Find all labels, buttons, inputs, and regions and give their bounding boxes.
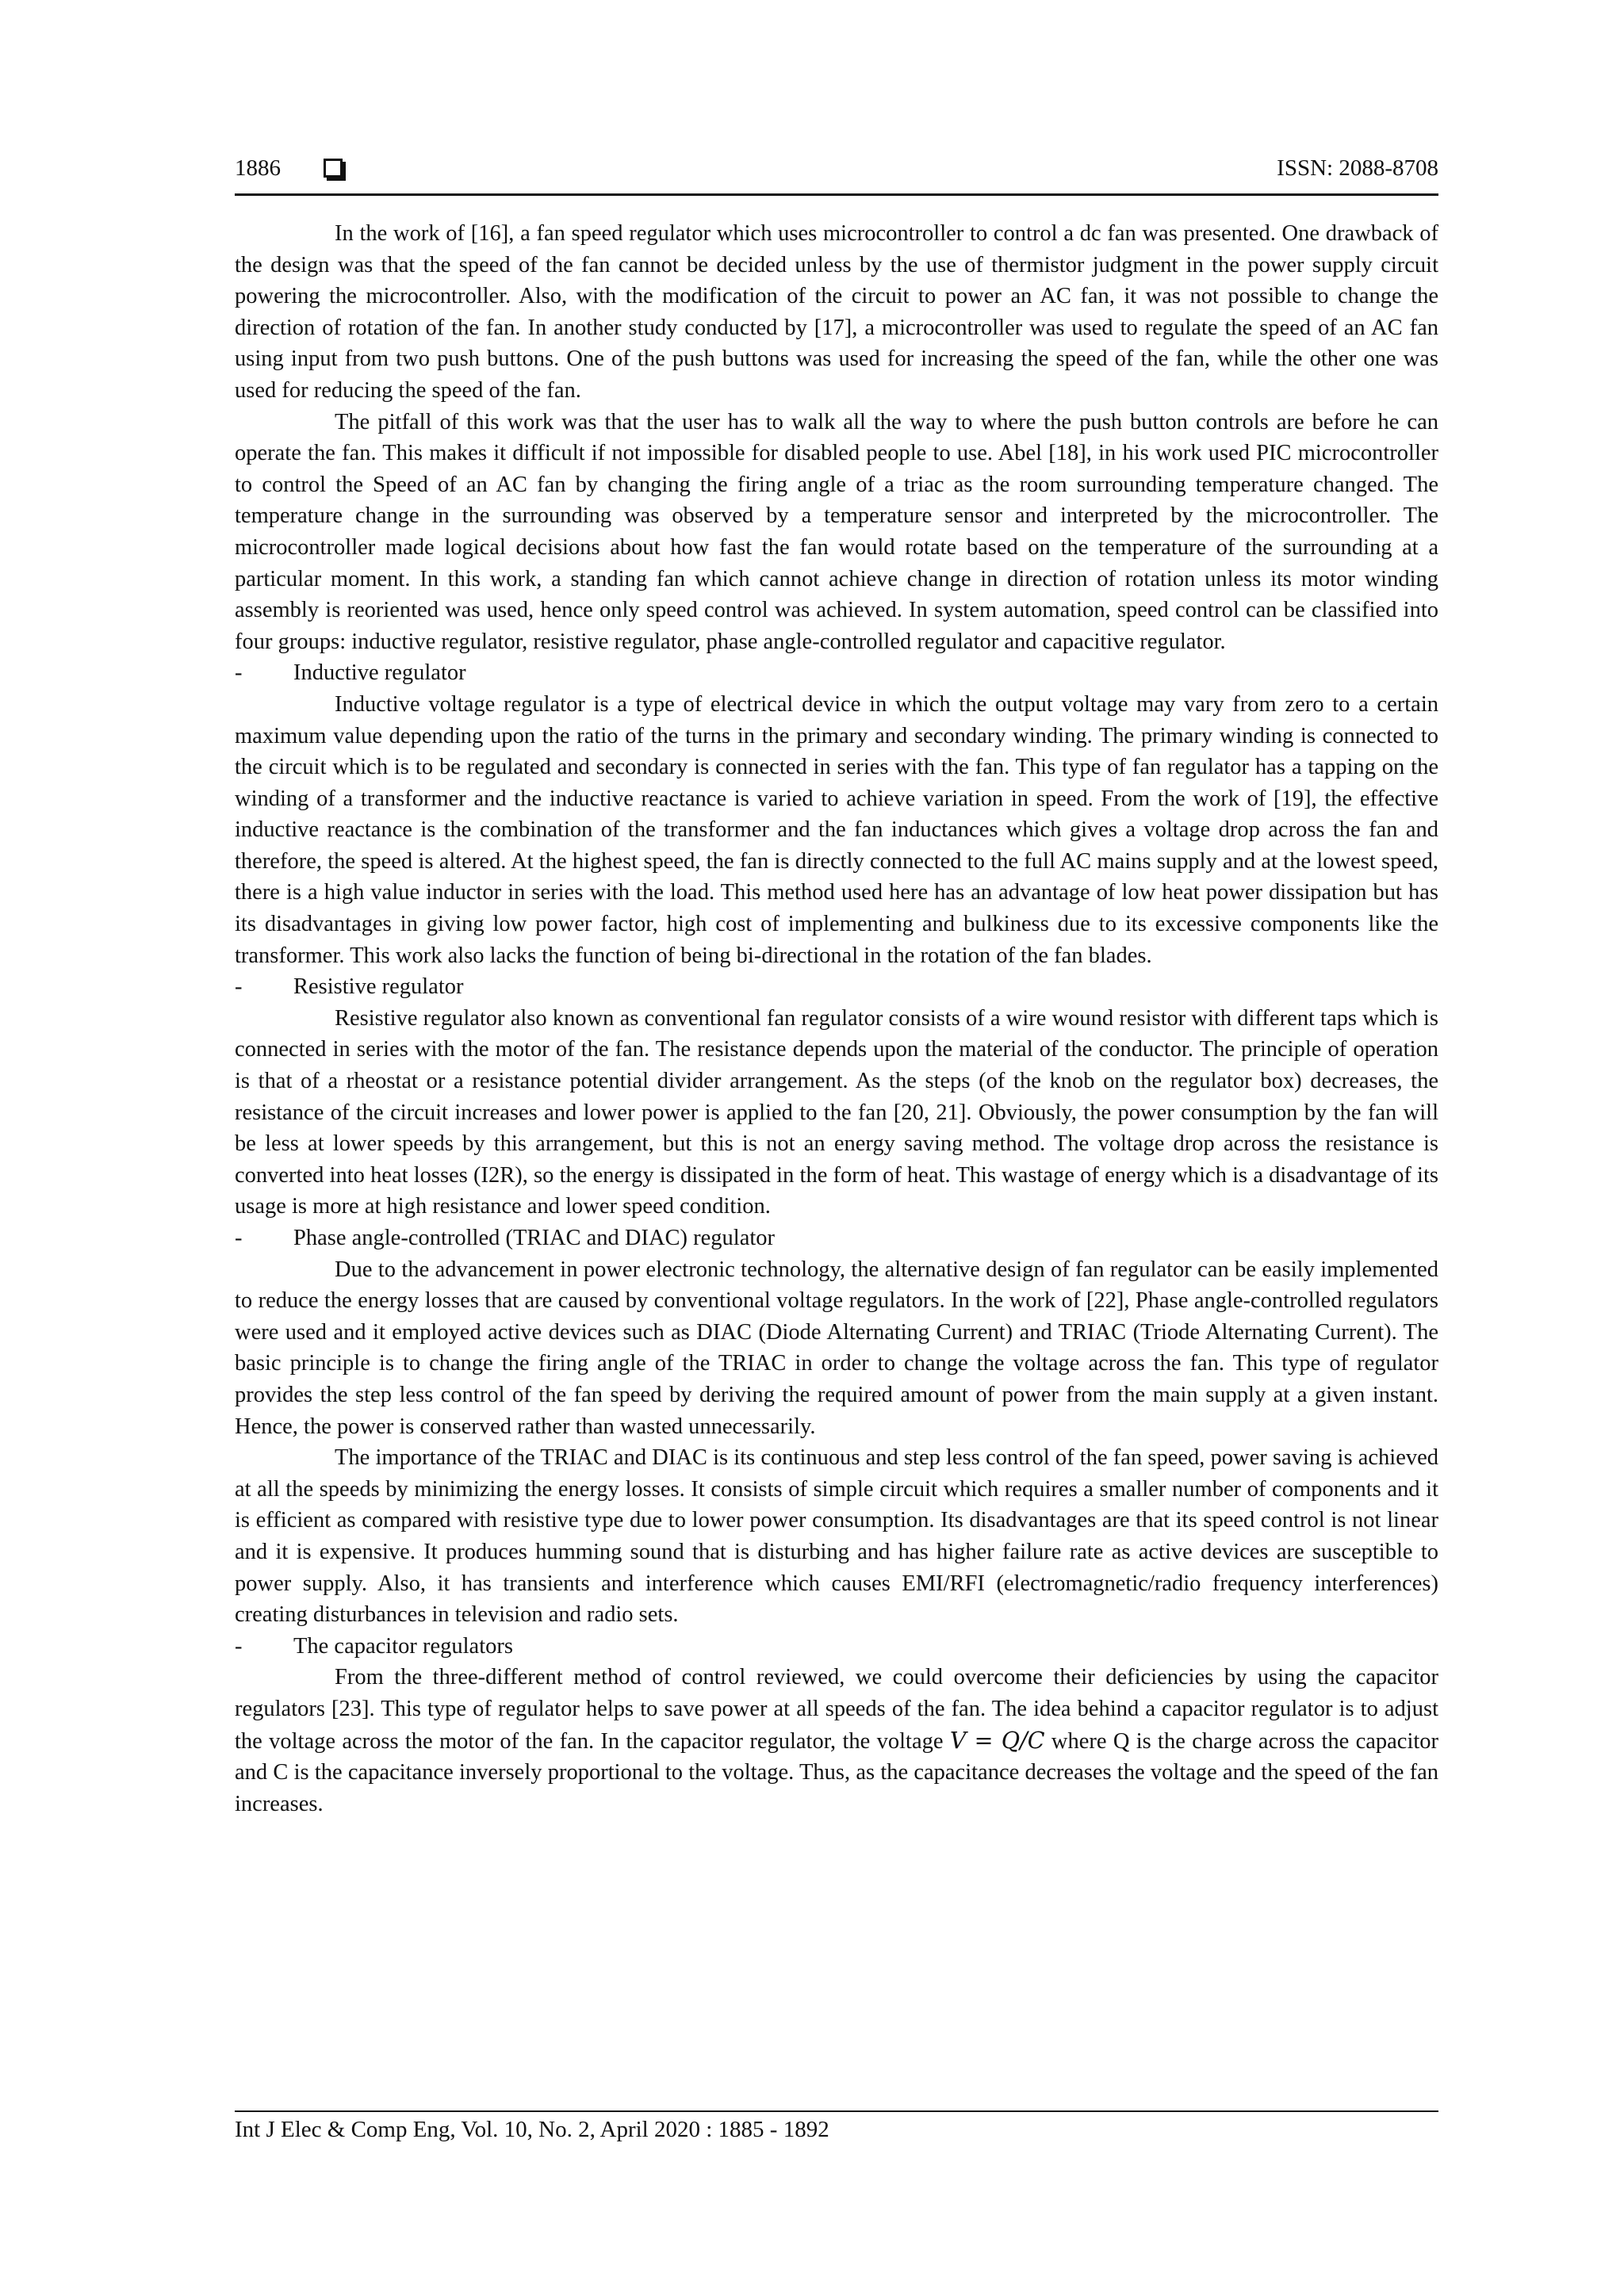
- inductive-regulator-heading: [235, 657, 1438, 689]
- paragraph-3: Inductive voltage regulator is a type of electrical device in which the output voltage may vary from zero to a certain maximum value depending upon the ratio of the turns in the primary and secondary winding. The primary winding is connected to the circuit which is to be regulated and secondary is connected in series with the fan. This type of fan regulator has a tapping on the winding of a transformer and the inductive reactance is varied to achieve variation in speed. From the work of [19], the effective inductive reactance is the combination of the transformer and the fan inductances which gives a voltage drop across the fan and therefore, the speed is altered. At the highest speed, the fan is directly connected to the full AC mains supply and at the lowest speed, there is a high value inductor in series with the load. This method used here has an advantage of low heat power dissipation but has its disadvantages in giving low power factor, high cost of implementing and bulkiness due to its excessive components like the transformer. This work also lacks the function of being bi-directional in the rotation of the fan blades.: [235, 691, 1438, 968]
- list-dash: -: [235, 1226, 243, 1250]
- paper-page: [235, 0, 1438, 2296]
- paragraph-7-end: where Q is the charge across the capacitor and C is the capacitance inversely proportional to the voltage. Thus, as the capacitance decreases the voltage and the speed of the fan increases.: [235, 1728, 1439, 1816]
- paragraph-7-start: From the three-different method of control reviewed, we could overcome their deficiencies by using the capacitor regulators [23]. This type of regulator helps to save power at all speeds of the fan. The idea behind a capacitor regulator is to adjust the voltage across the motor of the fan. In the capacitor regulator, the voltage: [235, 1665, 1438, 1754]
- list-dash: -: [235, 974, 243, 1000]
- page-footer: Int J Elec & Comp Eng, Vol. 10, No. 2, April 2020 : 1885 - 1892: [235, 2117, 829, 2142]
- article-body: [235, 218, 1438, 1820]
- heading-text: Phase angle-controlled (TRIAC and DIAC) regulator: [293, 1226, 776, 1250]
- list-dash: -: [235, 660, 243, 686]
- header-rule: [235, 193, 1438, 196]
- issn-label: ISSN: 2088-8708: [1277, 155, 1438, 181]
- heading-text: The capacitor regulators: [293, 1633, 513, 1659]
- square-bullet-icon: [324, 159, 343, 178]
- phase-angle-regulator-heading: [235, 1223, 1438, 1254]
- paragraph-4: Resistive regulator also known as conventional fan regulator consists of a wire wound resistor with different taps which is connected in series with the motor of the fan. The resistance depends upon the material of the conductor. The principle of operation is that of a rheostat or a resistance potential divider arrangement. As the steps (of the knob on the regulator box) decreases, the resistance of the circuit increases and lower power is applied to the fan [20, 21]. Obviously, the power consumption by the fan will be less at lower speeds by this arrangement, but this is not an energy saving method. The voltage drop across the resistance is converted into heat losses (I2R), so the energy is dissipated in the form of heat. This wastage of energy which is a disadvantage of its usage is more at high resistance and lower speed condition.: [235, 1005, 1438, 1219]
- list-dash: -: [235, 1633, 243, 1659]
- heading-text: Inductive regulator: [293, 660, 466, 686]
- capacitor-regulator-heading: [235, 1631, 1438, 1663]
- heading-text: Resistive regulator: [293, 974, 464, 1000]
- paragraph-1: In the work of [16], a fan speed regulator which uses microcontroller to control a dc fan was presented. One drawback of the design was that the speed of the fan cannot be decided unless by the use of thermistor judgment in the power supply circuit powering the microcontroller. Also, with the modification of the circuit to power an AC fan, it was not possible to change the direction of rotation of the fan. In another study conducted by [17], a microcontroller was used to regulate the speed of an AC fan using input from two push buttons. One of the push buttons was used for increasing the speed of the fan, while the other one was used for reducing the speed of the fan.: [235, 221, 1438, 403]
- page-number: 1886: [235, 155, 281, 181]
- paragraph-7: [235, 1662, 1438, 1820]
- voltage-formula: V = Q/C: [949, 1727, 1045, 1754]
- paragraph-6: The importance of the TRIAC and DIAC is its continuous and step less control of the fan speed, power saving is achieved at all the speeds by minimizing the energy losses. It consists of simple circuit which requires a smaller number of components and it is efficient as compared with resistive type due to lower power consumption. Its disadvantages are that its speed control is not linear and it is expensive. It produces humming sound that is disturbing and has higher failure rate as active devices are susceptible to power supply. Also, it has transients and interference which causes EMI/RFI (electromagnetic/radio frequency interferences) creating disturbances in television and radio sets.: [235, 1445, 1438, 1628]
- footer-rule: [235, 2110, 1438, 2112]
- page-header: [235, 155, 1438, 195]
- resistive-regulator-heading: [235, 971, 1438, 1003]
- paragraph-5: Due to the advancement in power electronic technology, the alternative design of fan regulator can be easily implemented to reduce the energy losses that are caused by conventional voltage regulators. In the work of [22], Phase angle-controlled regulators were used and it employed active devices such as DIAC (Diode Alternating Current) and TRIAC (Triode Alternating Current). The basic principle is to change the firing angle of the TRIAC in order to change the voltage across the fan. This type of regulator provides the step less control of the fan speed by deriving the required amount of power from the main supply at a given instant. Hence, the power is conserved rather than wasted unnecessarily.: [235, 1257, 1438, 1439]
- paragraph-2: The pitfall of this work was that the user has to walk all the way to where the push button controls are before he can operate the fan. This makes it difficult if not impossible for disabled people to use. Abel [18], in his work used PIC microcontroller to control the Speed of an AC fan by changing the firing angle of a triac as the room surrounding temperature changed. The temperature change in the surrounding was observed by a temperature sensor and interpreted by the microcontroller. The microcontroller made logical decisions about how fast the fan would rotate based on the temperature of the surrounding at a particular moment. In this work, a standing fan which cannot achieve change in direction of rotation unless its motor winding assembly is reoriented was used, hence only speed control was achieved. In system automation, speed control can be classified into four groups: inductive regulator, resistive regulator, phase angle-controlled regulator and capacitive regulator.: [235, 409, 1438, 654]
